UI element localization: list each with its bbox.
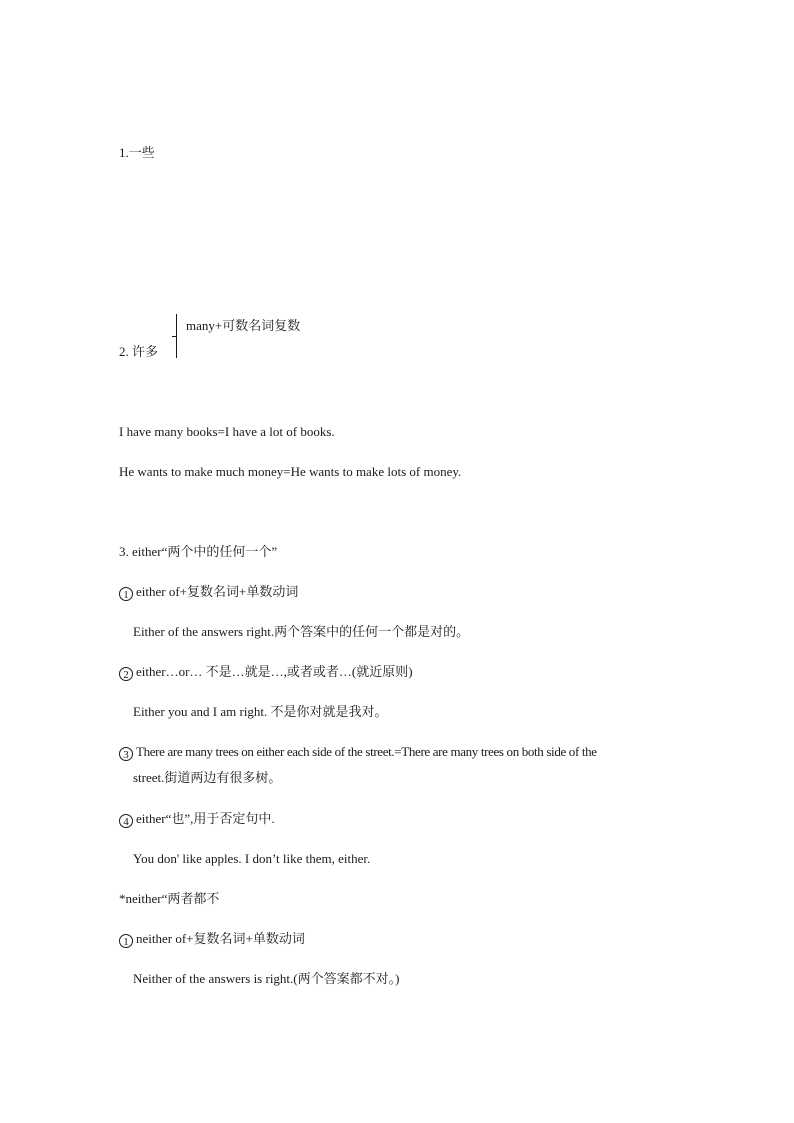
list-item	[119, 583, 298, 601]
list-item	[119, 930, 305, 948]
list-item-continuation: street.街道两边有很多树。	[133, 770, 282, 785]
example-sentence: He wants to make much money=He wants to make lots of money.	[119, 464, 462, 479]
circled-number-3-icon: 3	[119, 747, 133, 761]
circled-number-4-icon: 4	[119, 814, 133, 828]
circled-number-2-icon: 2	[119, 667, 133, 681]
example-sentence: Either you and I am right. 不是你对就是我对。	[133, 704, 388, 719]
list-item	[119, 663, 413, 681]
brace-item: many+可数名词复数	[186, 318, 301, 333]
list-item-text: either of+复数名词+单数动词	[136, 584, 299, 599]
list-item-text: There are many trees on either each side of the street.=There are many trees on both side of the	[136, 744, 597, 759]
section-2-heading: 2. 许多	[119, 344, 159, 359]
example-sentence: Either of the answers right.两个答案中的任何一个都是对的。	[133, 624, 470, 639]
list-item	[119, 810, 275, 828]
circled-number-1-icon: 1	[119, 934, 133, 948]
list-item-text: neither of+复数名词+单数动词	[136, 931, 305, 946]
example-sentence: I have many books=I have a lot of books.	[119, 424, 335, 439]
section-1-heading: 1.一些	[119, 145, 155, 160]
example-sentence: Neither of the answers is right.(两个答案都不对。)	[133, 971, 400, 986]
list-item-text: either…or… 不是…就是…,或者或者…(就近原则)	[136, 664, 413, 679]
section-4-heading: *neither“两者都不	[119, 891, 220, 906]
circled-number-1-icon: 1	[119, 587, 133, 601]
list-item	[119, 743, 597, 761]
list-item-text: either“也”,用于否定句中.	[136, 811, 275, 826]
example-sentence: You don' like apples. I don’t like them, either.	[133, 851, 371, 866]
section-3-heading: 3. either“两个中的任何一个”	[119, 544, 278, 559]
